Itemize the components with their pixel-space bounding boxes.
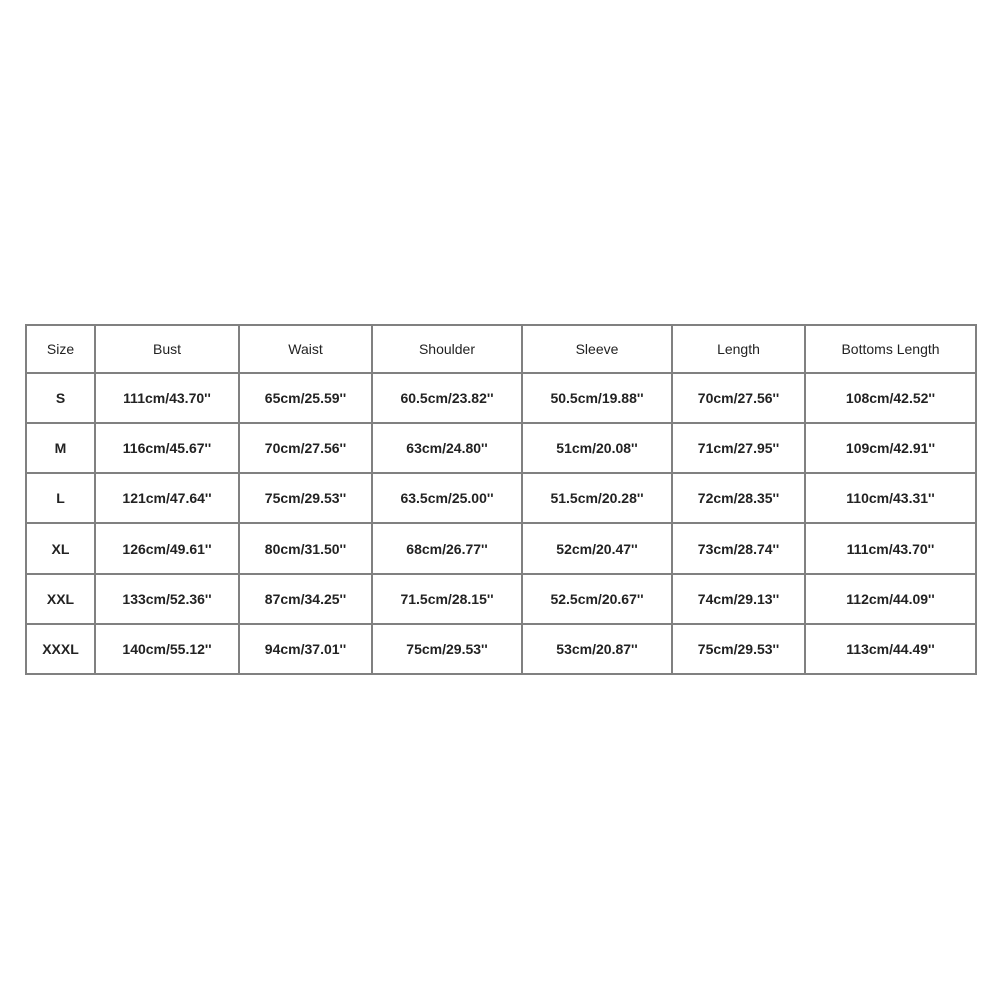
size-cell: XXXL — [26, 624, 95, 674]
sleeve-cell: 53cm/20.87'' — [522, 624, 672, 674]
waist-cell: 87cm/34.25'' — [239, 574, 372, 624]
sleeve-cell: 50.5cm/19.88'' — [522, 373, 672, 423]
bottoms-length-cell: 108cm/42.52'' — [805, 373, 976, 423]
waist-cell: 75cm/29.53'' — [239, 473, 372, 523]
bottoms-length-cell: 110cm/43.31'' — [805, 473, 976, 523]
length-cell: 74cm/29.13'' — [672, 574, 805, 624]
shoulder-cell: 71.5cm/28.15'' — [372, 574, 522, 624]
shoulder-cell: 75cm/29.53'' — [372, 624, 522, 674]
bust-cell: 126cm/49.61'' — [95, 523, 239, 573]
bottoms-length-cell: 111cm/43.70'' — [805, 523, 976, 573]
sleeve-cell: 52cm/20.47'' — [522, 523, 672, 573]
header-bust: Bust — [95, 325, 239, 373]
sleeve-cell: 51cm/20.08'' — [522, 423, 672, 473]
waist-cell: 65cm/25.59'' — [239, 373, 372, 423]
size-cell: S — [26, 373, 95, 423]
bust-cell: 121cm/47.64'' — [95, 473, 239, 523]
length-cell: 75cm/29.53'' — [672, 624, 805, 674]
bust-cell: 116cm/45.67'' — [95, 423, 239, 473]
shoulder-cell: 63.5cm/25.00'' — [372, 473, 522, 523]
shoulder-cell: 68cm/26.77'' — [372, 523, 522, 573]
bust-cell: 111cm/43.70'' — [95, 373, 239, 423]
table-row — [26, 473, 976, 523]
size-chart-table — [25, 324, 977, 675]
size-cell: XXL — [26, 574, 95, 624]
size-cell: L — [26, 473, 95, 523]
table-row — [26, 373, 976, 423]
size-chart-header — [26, 325, 976, 373]
header-sleeve: Sleeve — [522, 325, 672, 373]
waist-cell: 94cm/37.01'' — [239, 624, 372, 674]
table-row — [26, 523, 976, 573]
header-size: Size — [26, 325, 95, 373]
table-row — [26, 624, 976, 674]
header-shoulder: Shoulder — [372, 325, 522, 373]
bottoms-length-cell: 112cm/44.09'' — [805, 574, 976, 624]
bust-cell: 140cm/55.12'' — [95, 624, 239, 674]
length-cell: 73cm/28.74'' — [672, 523, 805, 573]
length-cell: 71cm/27.95'' — [672, 423, 805, 473]
header-length: Length — [672, 325, 805, 373]
length-cell: 72cm/28.35'' — [672, 473, 805, 523]
size-cell: M — [26, 423, 95, 473]
waist-cell: 80cm/31.50'' — [239, 523, 372, 573]
header-waist: Waist — [239, 325, 372, 373]
table-row — [26, 423, 976, 473]
size-chart-body — [26, 373, 976, 674]
bottoms-length-cell: 109cm/42.91'' — [805, 423, 976, 473]
sleeve-cell: 52.5cm/20.67'' — [522, 574, 672, 624]
sleeve-cell: 51.5cm/20.28'' — [522, 473, 672, 523]
table-row — [26, 574, 976, 624]
shoulder-cell: 63cm/24.80'' — [372, 423, 522, 473]
length-cell: 70cm/27.56'' — [672, 373, 805, 423]
shoulder-cell: 60.5cm/23.82'' — [372, 373, 522, 423]
bottoms-length-cell: 113cm/44.49'' — [805, 624, 976, 674]
header-row — [26, 325, 976, 373]
waist-cell: 70cm/27.56'' — [239, 423, 372, 473]
header-bottoms-length: Bottoms Length — [805, 325, 976, 373]
size-cell: XL — [26, 523, 95, 573]
bust-cell: 133cm/52.36'' — [95, 574, 239, 624]
